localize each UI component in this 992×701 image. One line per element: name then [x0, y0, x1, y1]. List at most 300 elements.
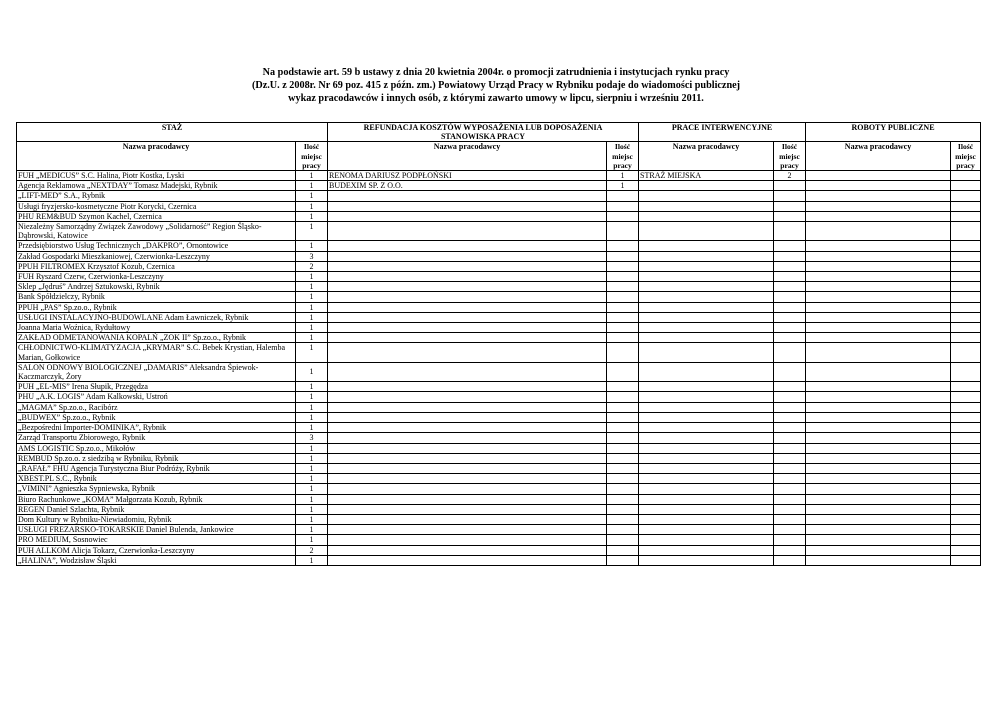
cell-prace-name [639, 251, 774, 261]
cell-staz-name: „Bezpośredni Importer-DOMINIKA”, Rybnik [17, 423, 296, 433]
cell-refundacja-name [328, 302, 607, 312]
cell-prace-name [639, 282, 774, 292]
cell-staz-name: Niezależny Samorządny Związek Zawodowy „Solidarność” Region Śląsko-Dąbrowski, Katowice [17, 222, 296, 241]
cell-staz-name: CHŁODNICTWO-KLIMATYZACJA „KRYMAR” S.C. Bebek Krystian, Halemba Marian, Gołkowice [17, 343, 296, 362]
cell-refundacja-name [328, 241, 607, 251]
cell-roboty-name [806, 201, 951, 211]
cell-prace-name [639, 474, 774, 484]
cell-prace-count: 2 [774, 171, 806, 181]
cell-refundacja-name [328, 191, 607, 201]
cell-roboty-count [951, 484, 981, 494]
cell-staz-count: 1 [296, 272, 328, 282]
cell-roboty-name [806, 323, 951, 333]
cell-roboty-name [806, 484, 951, 494]
cell-roboty-count [951, 382, 981, 392]
cell-staz-name: PPUH FILTROMEX Krzysztof Kozub, Czernica [17, 261, 296, 271]
cell-staz-count: 1 [296, 343, 328, 362]
table-row [17, 494, 981, 504]
cell-prace-count [774, 191, 806, 201]
cell-staz-count: 1 [296, 362, 328, 381]
cell-refundacja-count: 1 [607, 181, 639, 191]
cell-roboty-name [806, 343, 951, 362]
table-row [17, 333, 981, 343]
cell-prace-name [639, 392, 774, 402]
cell-prace-count [774, 261, 806, 271]
cell-refundacja-name: BUDEXIM SP. Z O.O. [328, 181, 607, 191]
cell-prace-count [774, 241, 806, 251]
cell-refundacja-name [328, 362, 607, 381]
employers-table [16, 122, 981, 566]
cell-roboty-name [806, 222, 951, 241]
cell-staz-count: 1 [296, 171, 328, 181]
cell-roboty-name [806, 392, 951, 402]
table-row [17, 382, 981, 392]
cell-prace-name [639, 181, 774, 191]
cell-refundacja-name [328, 535, 607, 545]
cell-refundacja-name [328, 463, 607, 473]
cell-roboty-name [806, 423, 951, 433]
cell-staz-count: 1 [296, 392, 328, 402]
table-row [17, 201, 981, 211]
cell-roboty-count [951, 545, 981, 555]
cell-staz-name: XBEST.PL S.C., Rybnik [17, 474, 296, 484]
cell-prace-count [774, 333, 806, 343]
cell-prace-count [774, 251, 806, 261]
cell-prace-count [774, 423, 806, 433]
cell-staz-name: USŁUGI INSTALACYJNO-BUDOWLANE Adam Ławniczek, Rybnik [17, 312, 296, 322]
cell-prace-count [774, 412, 806, 422]
cell-staz-count: 1 [296, 382, 328, 392]
cell-prace-count [774, 201, 806, 211]
cell-refundacja-count [607, 323, 639, 333]
cell-prace-name [639, 412, 774, 422]
cell-staz-name: Zarząd Transportu Zbiorowego, Rybnik [17, 433, 296, 443]
cell-refundacja-name [328, 251, 607, 261]
section-prace-interwencyjne: PRACE INTERWENCYJNE [639, 123, 806, 142]
cell-staz-count: 1 [296, 514, 328, 524]
cell-staz-count: 1 [296, 201, 328, 211]
cell-prace-name [639, 463, 774, 473]
cell-roboty-count [951, 535, 981, 545]
cell-prace-name: STRAŻ MIEJSKA [639, 171, 774, 181]
cell-prace-count [774, 362, 806, 381]
cell-roboty-count [951, 494, 981, 504]
header-line-2: (Dz.U. z 2008r. Nr 69 poz. 415 z późn. zm.) Powiatowy Urząd Pracy w Rybniku podaje do wiadomości publicznej [251, 80, 741, 92]
cell-refundacja-name [328, 261, 607, 271]
cell-refundacja-count [607, 443, 639, 453]
cell-refundacja-count [607, 514, 639, 524]
table-row [17, 535, 981, 545]
cell-refundacja-count [607, 222, 639, 241]
cell-prace-count [774, 402, 806, 412]
cell-prace-name [639, 261, 774, 271]
cell-staz-name: PPUH „PAS” Sp.zo.o., Rybnik [17, 302, 296, 312]
cell-staz-name: PHU „A.K. LOGIS” Adam Kalkowski, Ustroń [17, 392, 296, 402]
cell-refundacja-count [607, 504, 639, 514]
cell-prace-count [774, 382, 806, 392]
cell-prace-count [774, 323, 806, 333]
cell-staz-name: REGEN Daniel Szlachta, Rybnik [17, 504, 296, 514]
cell-staz-name: USŁUGI FREZARSKO-TOKARSKIE Daniel Bulenda, Jankowice [17, 525, 296, 535]
table-row [17, 525, 981, 535]
cell-refundacja-count [607, 484, 639, 494]
cell-prace-count [774, 484, 806, 494]
cell-roboty-count [951, 474, 981, 484]
table-row [17, 402, 981, 412]
cell-prace-count [774, 545, 806, 555]
cell-prace-name [639, 402, 774, 412]
cell-refundacja-count [607, 292, 639, 302]
cell-roboty-count [951, 323, 981, 333]
cell-roboty-name [806, 282, 951, 292]
cell-refundacja-name [328, 514, 607, 524]
cell-staz-count: 1 [296, 463, 328, 473]
cell-prace-count [774, 494, 806, 504]
cell-staz-name: REMBUD Sp.zo.o. z siedzibą w Rybniku, Rybnik [17, 453, 296, 463]
cell-roboty-count [951, 525, 981, 535]
cell-refundacja-count [607, 302, 639, 312]
cell-prace-count [774, 282, 806, 292]
cell-prace-name [639, 555, 774, 565]
cell-prace-name [639, 453, 774, 463]
cell-roboty-count [951, 514, 981, 524]
col-header-staz-name: Nazwa pracodawcy [17, 142, 296, 171]
cell-staz-count: 1 [296, 282, 328, 292]
cell-prace-count [774, 514, 806, 524]
cell-roboty-count [951, 423, 981, 433]
cell-refundacja-name [328, 443, 607, 453]
col-header-rp-name: Nazwa pracodawcy [806, 142, 951, 171]
cell-staz-name: SALON ODNOWY BIOLOGICZNEJ „DAMARIS” Aleksandra Śpiewok-Kaczmarczyk, Żory [17, 362, 296, 381]
cell-prace-name [639, 323, 774, 333]
cell-roboty-name [806, 302, 951, 312]
cell-roboty-name [806, 211, 951, 221]
cell-roboty-count [951, 222, 981, 241]
cell-roboty-count [951, 251, 981, 261]
cell-roboty-name [806, 463, 951, 473]
cell-prace-name [639, 211, 774, 221]
cell-refundacja-count [607, 272, 639, 282]
cell-refundacja-count [607, 201, 639, 211]
cell-roboty-count [951, 272, 981, 282]
cell-staz-count: 3 [296, 251, 328, 261]
cell-refundacja-name [328, 282, 607, 292]
table-row [17, 261, 981, 271]
cell-prace-name [639, 382, 774, 392]
cell-roboty-count [951, 555, 981, 565]
cell-prace-name [639, 494, 774, 504]
table-row [17, 171, 981, 181]
cell-refundacja-name [328, 504, 607, 514]
cell-staz-count: 1 [296, 535, 328, 545]
cell-prace-name [639, 312, 774, 322]
table-row [17, 514, 981, 524]
cell-prace-name [639, 333, 774, 343]
cell-roboty-name [806, 504, 951, 514]
cell-prace-name [639, 514, 774, 524]
cell-refundacja-count [607, 211, 639, 221]
cell-prace-count [774, 211, 806, 221]
cell-staz-count: 1 [296, 484, 328, 494]
cell-refundacja-count: 1 [607, 171, 639, 181]
cell-refundacja-name [328, 343, 607, 362]
cell-prace-name [639, 201, 774, 211]
cell-refundacja-name [328, 525, 607, 535]
cell-refundacja-count [607, 282, 639, 292]
cell-roboty-count [951, 312, 981, 322]
table-row [17, 241, 981, 251]
cell-staz-count: 1 [296, 302, 328, 312]
cell-staz-name: „RAFAŁ” FHU Agencja Turystyczna Biur Podróży, Rybnik [17, 463, 296, 473]
table-row [17, 251, 981, 261]
cell-staz-name: Przedsiębiorstwo Usług Technicznych „DAKPRO”, Ornontowice [17, 241, 296, 251]
cell-staz-count: 3 [296, 433, 328, 443]
cell-roboty-count [951, 201, 981, 211]
table-row [17, 272, 981, 282]
cell-roboty-count [951, 463, 981, 473]
cell-roboty-name [806, 474, 951, 484]
cell-roboty-count [951, 211, 981, 221]
cell-staz-name: AMS LOGISTIC Sp.zo.o., Mikołów [17, 443, 296, 453]
cell-prace-count [774, 555, 806, 565]
cell-staz-name: Bank Spółdzielczy, Rybnik [17, 292, 296, 302]
cell-roboty-name [806, 443, 951, 453]
cell-prace-name [639, 343, 774, 362]
cell-staz-count: 1 [296, 555, 328, 565]
cell-roboty-name [806, 333, 951, 343]
table-row [17, 312, 981, 322]
cell-refundacja-count [607, 494, 639, 504]
cell-refundacja-name [328, 211, 607, 221]
cell-prace-count [774, 535, 806, 545]
cell-refundacja-count [607, 251, 639, 261]
cell-staz-name: ZAKŁAD ODMETANOWANIA KOPALŃ „ZOK II” Sp.zo.o., Rybnik [17, 333, 296, 343]
cell-refundacja-name [328, 382, 607, 392]
cell-staz-count: 1 [296, 453, 328, 463]
document-header [0, 66, 992, 106]
cell-staz-name: Dom Kultury w Rybniku-Niewiadomiu, Rybnik [17, 514, 296, 524]
col-header-pi-count: Ilość miejsc pracy [774, 142, 806, 171]
cell-prace-count [774, 525, 806, 535]
cell-roboty-name [806, 292, 951, 302]
col-header-staz-count: Ilość miejsc pracy [296, 142, 328, 171]
cell-refundacja-name [328, 292, 607, 302]
cell-roboty-count [951, 181, 981, 191]
cell-roboty-name [806, 382, 951, 392]
cell-staz-count: 1 [296, 402, 328, 412]
cell-refundacja-name [328, 402, 607, 412]
cell-staz-name: Agencja Reklamowa „NEXTDAY” Tomasz Madejski, Rybnik [17, 181, 296, 191]
cell-prace-name [639, 545, 774, 555]
table-row [17, 555, 981, 565]
cell-roboty-name [806, 251, 951, 261]
table-row [17, 412, 981, 422]
cell-refundacja-name [328, 333, 607, 343]
cell-prace-count [774, 474, 806, 484]
cell-refundacja-name [328, 201, 607, 211]
cell-refundacja-count [607, 333, 639, 343]
cell-prace-name [639, 191, 774, 201]
header-line-1: Na podstawie art. 59 b ustawy z dnia 20 kwietnia 2004r. o promocji zatrudnienia i instytucjach rynku pracy [262, 67, 730, 78]
cell-prace-count [774, 272, 806, 282]
cell-refundacja-count [607, 525, 639, 535]
cell-staz-count: 2 [296, 545, 328, 555]
table-row [17, 302, 981, 312]
section-refundacja: REFUNDACJA KOSZTÓW WYPOSAŻENIA LUB DOPOSAŻENIA STANOWISKA PRACY [328, 123, 639, 142]
cell-refundacja-name [328, 323, 607, 333]
cell-refundacja-count [607, 343, 639, 362]
cell-roboty-count [951, 333, 981, 343]
cell-roboty-count [951, 443, 981, 453]
cell-prace-name [639, 484, 774, 494]
cell-refundacja-name [328, 494, 607, 504]
col-header-rp-count: Ilość miejsc pracy [951, 142, 981, 171]
table-row [17, 323, 981, 333]
cell-prace-count [774, 343, 806, 362]
cell-roboty-name [806, 402, 951, 412]
cell-roboty-name [806, 181, 951, 191]
cell-roboty-name [806, 171, 951, 181]
cell-refundacja-count [607, 261, 639, 271]
cell-staz-name: „BUDWEX” Sp.zo.o., Rybnik [17, 412, 296, 422]
cell-staz-name: „LIFT-MED” S.A., Rybnik [17, 191, 296, 201]
cell-staz-count: 1 [296, 412, 328, 422]
cell-staz-count: 1 [296, 423, 328, 433]
cell-roboty-name [806, 412, 951, 422]
cell-roboty-count [951, 433, 981, 443]
cell-roboty-name [806, 312, 951, 322]
cell-prace-name [639, 443, 774, 453]
cell-staz-count: 1 [296, 211, 328, 221]
cell-roboty-name [806, 261, 951, 271]
cell-refundacja-count [607, 402, 639, 412]
cell-staz-count: 1 [296, 333, 328, 343]
cell-roboty-count [951, 241, 981, 251]
cell-refundacja-count [607, 423, 639, 433]
cell-prace-name [639, 272, 774, 282]
cell-roboty-name [806, 272, 951, 282]
cell-prace-count [774, 504, 806, 514]
cell-staz-name: FUH „MEDICUS” S.C. Halina, Piotr Kostka, Lyski [17, 171, 296, 181]
cell-refundacja-count [607, 362, 639, 381]
cell-roboty-name [806, 555, 951, 565]
cell-prace-count [774, 443, 806, 453]
cell-roboty-count [951, 392, 981, 402]
cell-prace-name [639, 241, 774, 251]
cell-staz-count: 1 [296, 222, 328, 241]
cell-refundacja-name [328, 433, 607, 443]
cell-refundacja-count [607, 433, 639, 443]
cell-staz-count: 1 [296, 323, 328, 333]
table-row [17, 433, 981, 443]
cell-roboty-count [951, 292, 981, 302]
cell-refundacja-count [607, 191, 639, 201]
cell-refundacja-name: RENOMA DARIUSZ PODPŁOŃSKI [328, 171, 607, 181]
cell-prace-name [639, 302, 774, 312]
cell-refundacja-name [328, 312, 607, 322]
cell-roboty-count [951, 412, 981, 422]
cell-roboty-count [951, 504, 981, 514]
cell-prace-count [774, 292, 806, 302]
cell-staz-count: 1 [296, 241, 328, 251]
cell-roboty-count [951, 171, 981, 181]
cell-prace-name [639, 433, 774, 443]
cell-staz-name: PUH ALLKOM Alicja Tokarz, Czerwionka-Leszczyny [17, 545, 296, 555]
cell-refundacja-name [328, 222, 607, 241]
cell-roboty-name [806, 362, 951, 381]
header-line-3: wykaz pracodawców i innych osób, z którymi zawarto umowy w lipcu, sierpniu i wrześniu 2011. [288, 93, 704, 105]
cell-roboty-count [951, 453, 981, 463]
cell-refundacja-count [607, 535, 639, 545]
cell-roboty-name [806, 514, 951, 524]
cell-staz-name: „VIMINI” Agnieszka Sypniewska, Rybnik [17, 484, 296, 494]
cell-staz-name: PUH „EL-MIS” Irena Słupik, Przegędza [17, 382, 296, 392]
table-row [17, 504, 981, 514]
section-staz: STAŻ [17, 123, 328, 142]
table-row [17, 453, 981, 463]
cell-refundacja-count [607, 474, 639, 484]
cell-staz-name: Biuro Rachunkowe „KOMA” Małgorzata Kozub, Rybnik [17, 494, 296, 504]
cell-refundacja-count [607, 453, 639, 463]
cell-staz-count: 1 [296, 443, 328, 453]
table-row [17, 181, 981, 191]
cell-staz-name: Joanna Maria Woźnica, Rydułtowy [17, 323, 296, 333]
cell-prace-count [774, 312, 806, 322]
cell-refundacja-name [328, 423, 607, 433]
cell-refundacja-name [328, 453, 607, 463]
cell-refundacja-name [328, 555, 607, 565]
cell-prace-name [639, 362, 774, 381]
cell-staz-count: 1 [296, 191, 328, 201]
cell-refundacja-count [607, 312, 639, 322]
table-row [17, 211, 981, 221]
cell-roboty-count [951, 282, 981, 292]
cell-roboty-name [806, 545, 951, 555]
cell-refundacja-count [607, 382, 639, 392]
cell-roboty-count [951, 191, 981, 201]
table-row [17, 222, 981, 241]
cell-prace-name [639, 292, 774, 302]
cell-refundacja-name [328, 545, 607, 555]
cell-staz-name: FUH Ryszard Czerw, Czerwionka-Leszczyny [17, 272, 296, 282]
cell-refundacja-name [328, 272, 607, 282]
table-row [17, 474, 981, 484]
cell-prace-count [774, 181, 806, 191]
cell-staz-count: 1 [296, 525, 328, 535]
cell-staz-name: PRO MEDIUM, Sosnowiec [17, 535, 296, 545]
table-row [17, 545, 981, 555]
cell-prace-name [639, 423, 774, 433]
cell-roboty-name [806, 191, 951, 201]
cell-prace-count [774, 463, 806, 473]
cell-staz-name: PHU REM&BUD Szymon Kachel, Czernica [17, 211, 296, 221]
table-row [17, 392, 981, 402]
cell-roboty-count [951, 343, 981, 362]
cell-prace-name [639, 525, 774, 535]
cell-prace-count [774, 302, 806, 312]
cell-refundacja-count [607, 392, 639, 402]
cell-prace-name [639, 535, 774, 545]
cell-prace-name [639, 222, 774, 241]
cell-roboty-count [951, 302, 981, 312]
cell-staz-count: 1 [296, 494, 328, 504]
cell-staz-name: Zakład Gospodarki Mieszkaniowej, Czerwionka-Leszczyny [17, 251, 296, 261]
cell-roboty-count [951, 402, 981, 412]
cell-roboty-name [806, 453, 951, 463]
cell-staz-count: 1 [296, 292, 328, 302]
table-row [17, 282, 981, 292]
cell-refundacja-count [607, 412, 639, 422]
